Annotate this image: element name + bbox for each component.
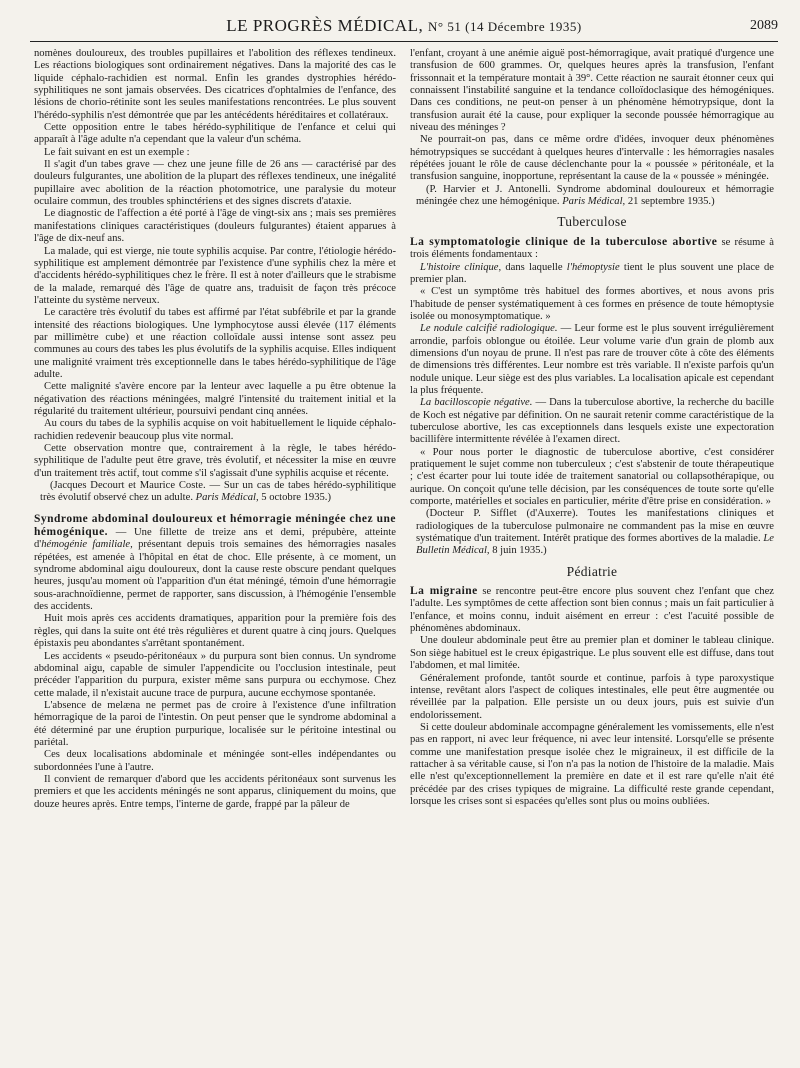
paragraph: l'enfant, croyant à une anémie aiguë post-hémorragique, avait pratiqué d'urgence une transfusion de 600 grammes. Or, quelques heures après la transfusion, l'enfant frissonnait et la température montait à 39°. Cette réaction ne saurait étonner ceux qui connaissent l'instabilité sanguine et la tendance colloïdoclasique des hémogéniques. Dans ces conditions, ne peut-on penser à un phénomène hémotrypsique, dont la transfusion aurait été la cause, pour expliquer la seconde poussée hémorragique au niveau des méninges ? [410, 48, 774, 134]
paragraph: Le diagnostic de l'affection a été porté à l'âge de vingt-six ans ; mais ses premières manifestations cliniques caractéristiques (douleurs fulgurantes) étaient apparues à l'âge de dix-neuf ans. [34, 208, 396, 245]
article-text: présentant depuis trois semaines des hémorragies nasales répétées, est amenée à l'hôpital en état de choc. Elle présente, à ce moment, un syndrome abdominal aigu douloureux, dont la cause reste obscure pendant quelques heures, jusqu'au moment où l'apparition d'un état méningé, témoin d'une hémorragie sous-arachnoïdienne, permet de rapporter, sans discussion, à l'hémogénie l'ensemble des accidents. [34, 539, 396, 613]
citation-date: 5 octobre 1935.) [258, 492, 331, 504]
article-intro [410, 236, 774, 262]
paragraph: L'absence de melæna ne permet pas de croire à l'existence d'une infiltration hémorragique de la paroi de l'intestin. On peut penser que le syndrome abdominal a été déterminé par une éruption purpurique, localisée sur le péritoine intestinal ou pariétal. [34, 699, 396, 748]
paragraph: Il s'agit d'un tabes grave — chez une jeune fille de 26 ans — caractérisé par des douleurs fulgurantes, une abolition de la plupart des réflexes tendineux, une inégalité pupillaire avec abolition de la réaction photomotrice, une paralysie du moteur oculaire commun, des troubles sphinctériens et des signes discrets d'ataxie. [34, 159, 396, 208]
paragraph: Au cours du tabes de la syphilis acquise on voit habituellement le liquide céphalo-rachidien redevenir beaucoup plus vite normal. [34, 418, 396, 442]
paragraph: Huit mois après ces accidents dramatiques, apparition pour la première fois des règles, qui dans la suite ont été très régulières et durent quatre à cinq jours. Quelques épistaxis peu abondantes s'arrêtant spontanément. [34, 613, 396, 650]
italic-term: l'hémoptysie [566, 261, 620, 273]
citation-text: (Docteur P. Sifflet (d'Auxerre). Toutes les manifestations cliniques et radiologiques de la tuberculose pulmonaire ne commandent pas la mise en œuvre systématique d'un traitement. Intérêt pratique des formes abortives de la maladie. [416, 508, 774, 545]
text-run: tient le plus souvent une place de premier plan. [410, 261, 774, 285]
paragraph: Il convient de remarquer d'abord que les accidents péritonéaux sont survenus les premiers et que les accidents méningés ne sont apparus, cliniquement du moins, que douze heures après. Entre temps, l'interne de garde, frappé par la pâleur de [34, 773, 396, 810]
article-text: — Une fillette de treize ans et demi, prépubère, atteinte d' [34, 527, 396, 551]
article-title: La symptomatologie clinique de la tuberculose abortive [410, 235, 718, 248]
citation-source: Paris Médical, [195, 492, 259, 504]
reference-citation [410, 508, 774, 557]
issue-info: N° 51 (14 Décembre 1935) [428, 19, 582, 34]
text-run: — Leur forme est le plus souvent irrégulièrement arrondie, parfois oblongue ou étoilée. Leur volume varie d'un grain de plomb aux dimensions d'un noyau de prune. Il n'est pas rare de trouver côte à côte des éléments de dimensions très différentes. Leur nombre est très variable. Il n'existe parfois qu'un nodule unique. Leur siège est des plus variables. La localisation apicale est cependant la plus fréquente. [410, 323, 774, 396]
article-intro [410, 585, 774, 635]
subheading: L'histoire clinique, [420, 261, 502, 273]
paragraph [410, 262, 774, 287]
paragraph: Cette opposition entre le tabes hérédo-syphilitique de l'enfance et celui qui apparaît à l'âge adulte n'a cependant que la valeur d'un schéma. [34, 122, 396, 146]
subheading: Le nodule calcifié radiologique. [420, 323, 558, 335]
paragraph: Si cette douleur abdominale accompagne généralement les vomissements, elle n'est pas en rapport, ni avec leur fréquence, ni avec leur intensité. Lorsqu'elle se présente comme une manifestation presque isolée chez le migraineux, il est difficile de la rattacher à sa véritable cause, si l'on n'a pas la notion de l'histoire de la maladie. Mais elle n'est qu'exceptionnellement la première en date et il est rare qu'elle n'ait été précédée par des crises typiques de migraine. La difficulté reste grande cependant, lorsque les crises sont si espacées qu'elles sont plus ou moins oubliées. [410, 721, 774, 807]
paragraph [410, 323, 774, 397]
article-italic: hémogénie familiale, [41, 539, 133, 551]
paragraph: Les accidents « pseudo-péritonéaux » du purpura sont bien connus. Un syndrome abdominal aigu, capable de simuler l'appendicite ou l'occlusion intestinale, peut précéder l'apparition du purpura, exister même sans purpura ou ecchymose. Chez cette malade, il n'existait aucune trace de purpura, aucune ecchymose spontanée. [34, 650, 396, 699]
paragraph: La malade, qui est vierge, nie toute syphilis acquise. Par contre, l'étiologie hérédo-syphilitique est amplement démontrée par l'existence d'une syphilis chez la mère et d'accidents hérédo-syphilitiques chez le frère. Il est à noter d'ailleurs que le strabisme de la malade, remarqué dès l'âge de quatre ans, traduisit de façon très précoce l'atteinte du système nerveux. [34, 245, 396, 306]
subheading: La bacilloscopie négative. [420, 397, 533, 409]
reference-citation [34, 480, 396, 505]
quote-paragraph: « Pour nous porter le diagnostic de tuberculose abortive, c'est considérer pratiquement le sujet comme non tuberculeux ; c'est s'abstenir de toute thérapeutique ; c'est écarter pour lui toute idée de traitement sanatorial ou collapsothérapique, ou aurique. On conçoit qu'une telle décision, par les conséquences de toute sorte qu'elle comporte, matérielles et sociales en particulier, mérite d'être prise en considération. » [410, 446, 774, 508]
left-column [34, 48, 396, 1058]
page-header [30, 16, 778, 42]
paragraph: Le fait suivant en est un exemple : [44, 146, 190, 158]
paragraph [410, 397, 774, 446]
reference-citation [410, 184, 774, 209]
citation-date: 8 juin 1935.) [489, 545, 547, 557]
page-number: 2089 [750, 18, 778, 33]
article-intro [34, 513, 396, 614]
article-text: se rencontre peut-être encore plus souvent chez l'enfant que chez l'adulte. Les symptômes de cette affection sont bien connus ; mais un fait particulier à l'enfance, et moins connu, induit aisément en erreur : c'est l'acuité possible de phénomènes abdominaux. [410, 586, 774, 635]
text-run: dans laquelle [501, 261, 567, 273]
journal-title [30, 16, 778, 36]
paragraph: Le caractère très évolutif du tabes est affirmé par l'état subfébrile et par la grande intensité des réactions biologiques. Une lymphocytose aussi élevée (117 éléments par millimètre cube) et une réaction colloïdale aussi intense sont assez peu communes au cours des tabes les plus évolutifs de la syphilis acquise. Elles indiquent une malignité vraiment très exceptionnelle dans le tabes hérédo-syphilitique de l'âge adulte. [34, 307, 396, 380]
paragraph: Généralement profonde, tantôt sourde et continue, parfois à type paroxystique intense, revêtant alors l'aspect de coliques intestinales, elle peut être augmentée ou réveillée par la palpation. Elle persiste un ou deux jours, puis est suivie d'un endolorissement. [410, 672, 774, 721]
quote-paragraph: « C'est un symptôme très habituel des formes abortives, et nous avons pris l'habitude de penser systématiquement à ces formes en présence de toute hémoptysie isolée ou monosymptomatique. » [410, 286, 774, 322]
paragraph: Une douleur abdominale peut être au premier plan et dominer le tableau clinique. Son siège habituel est le creux épigastrique. Le plus souvent elle est diffuse, dans tout l'abdomen, et mal limitée. [410, 635, 774, 672]
citation-source: Le Bulletin Médical, [416, 533, 774, 557]
journal-name: LE PROGRÈS MÉDICAL, [226, 16, 424, 35]
article-text: se résume à trois éléments fondamentaux : [410, 236, 774, 261]
section-heading-tuberculose: Tuberculose [557, 214, 627, 230]
article-title: La migraine [410, 585, 478, 598]
citation-text: (P. Harvier et J. Antonelli. Syndrome abdominal douloureux et hémorragie méningée chez une hémogénique. [416, 183, 774, 208]
citation-source: Paris Médical, [562, 196, 626, 208]
citation-text: (Jacques Decourt et Maurice Coste. — Sur un cas de tabes hérédo-syphilitique très évolutif observé chez un adulte. [40, 480, 396, 504]
section-heading-pediatrie: Pédiatrie [566, 563, 618, 579]
citation-date: 21 septembre 1935.) [625, 196, 715, 208]
paragraph: Ne pourrait-on pas, dans ce même ordre d'idées, invoquer deux phénomènes hémotrypsiques se succédant à quelques heures d'intervalle : les hémorragies nasales répétées jouant le rôle de cause déclenchante pour la « poussée » péritonéale, et la transfusion sanguine, inopportune, représentant la cause de la « poussée » méningée. [410, 134, 774, 183]
right-column [410, 48, 774, 1058]
paragraph: Cette malignité s'avère encore par la lenteur avec laquelle a pu être obtenue la négativation des réactions méningées, malgré l'intensité du traitement initial et la régularité du traitement ultérieur, poursuivi pendant cinq années. [34, 381, 396, 417]
paragraph: nomènes douloureux, des troubles pupillaires et l'abolition des réflexes tendineux. Les réactions biologiques sont ordinairement négatives. Dans la majorité des cas le liquide céphalo-rachidien est normal. Enfin les grandes dystrophies hérédo-syphilitiques ne sont jamais observées. Des cicatrices d'ophtalmies de l'enfance, des lésions de chorio-rétinite sont les seules manifestations rencontrées. Le plus souvent l'hérédo-syphilis n'est démontrée que par les antécédents héréditaires et collatéraux. [34, 48, 396, 121]
paragraph: Ces deux localisations abdominale et méningée sont-elles indépendantes ou subordonnées l'une à l'autre. [34, 749, 396, 773]
article-title: Syndrome abdominal douloureux et hémorragie méningée chez une hémogénique. [34, 512, 396, 539]
paragraph: Cette observation montre que, contrairement à la règle, le tabes hérédo-syphilitique de l'adulte peut être grave, très évolutif, et nécessiter la mise en œuvre d'un traitement très actif, tout comme s'il s'agissait d'une syphilis acquise et récente. [34, 443, 396, 479]
text-run: — Dans la tuberculose abortive, la recherche du bacille de Koch est négative par définition. On ne saurait retenir comme caractéristique de la tuberculose abortive, les cas exceptionnels dans lesquels existe une expectoration bacillifère intermittente révélée à l'examen direct. [410, 397, 774, 446]
